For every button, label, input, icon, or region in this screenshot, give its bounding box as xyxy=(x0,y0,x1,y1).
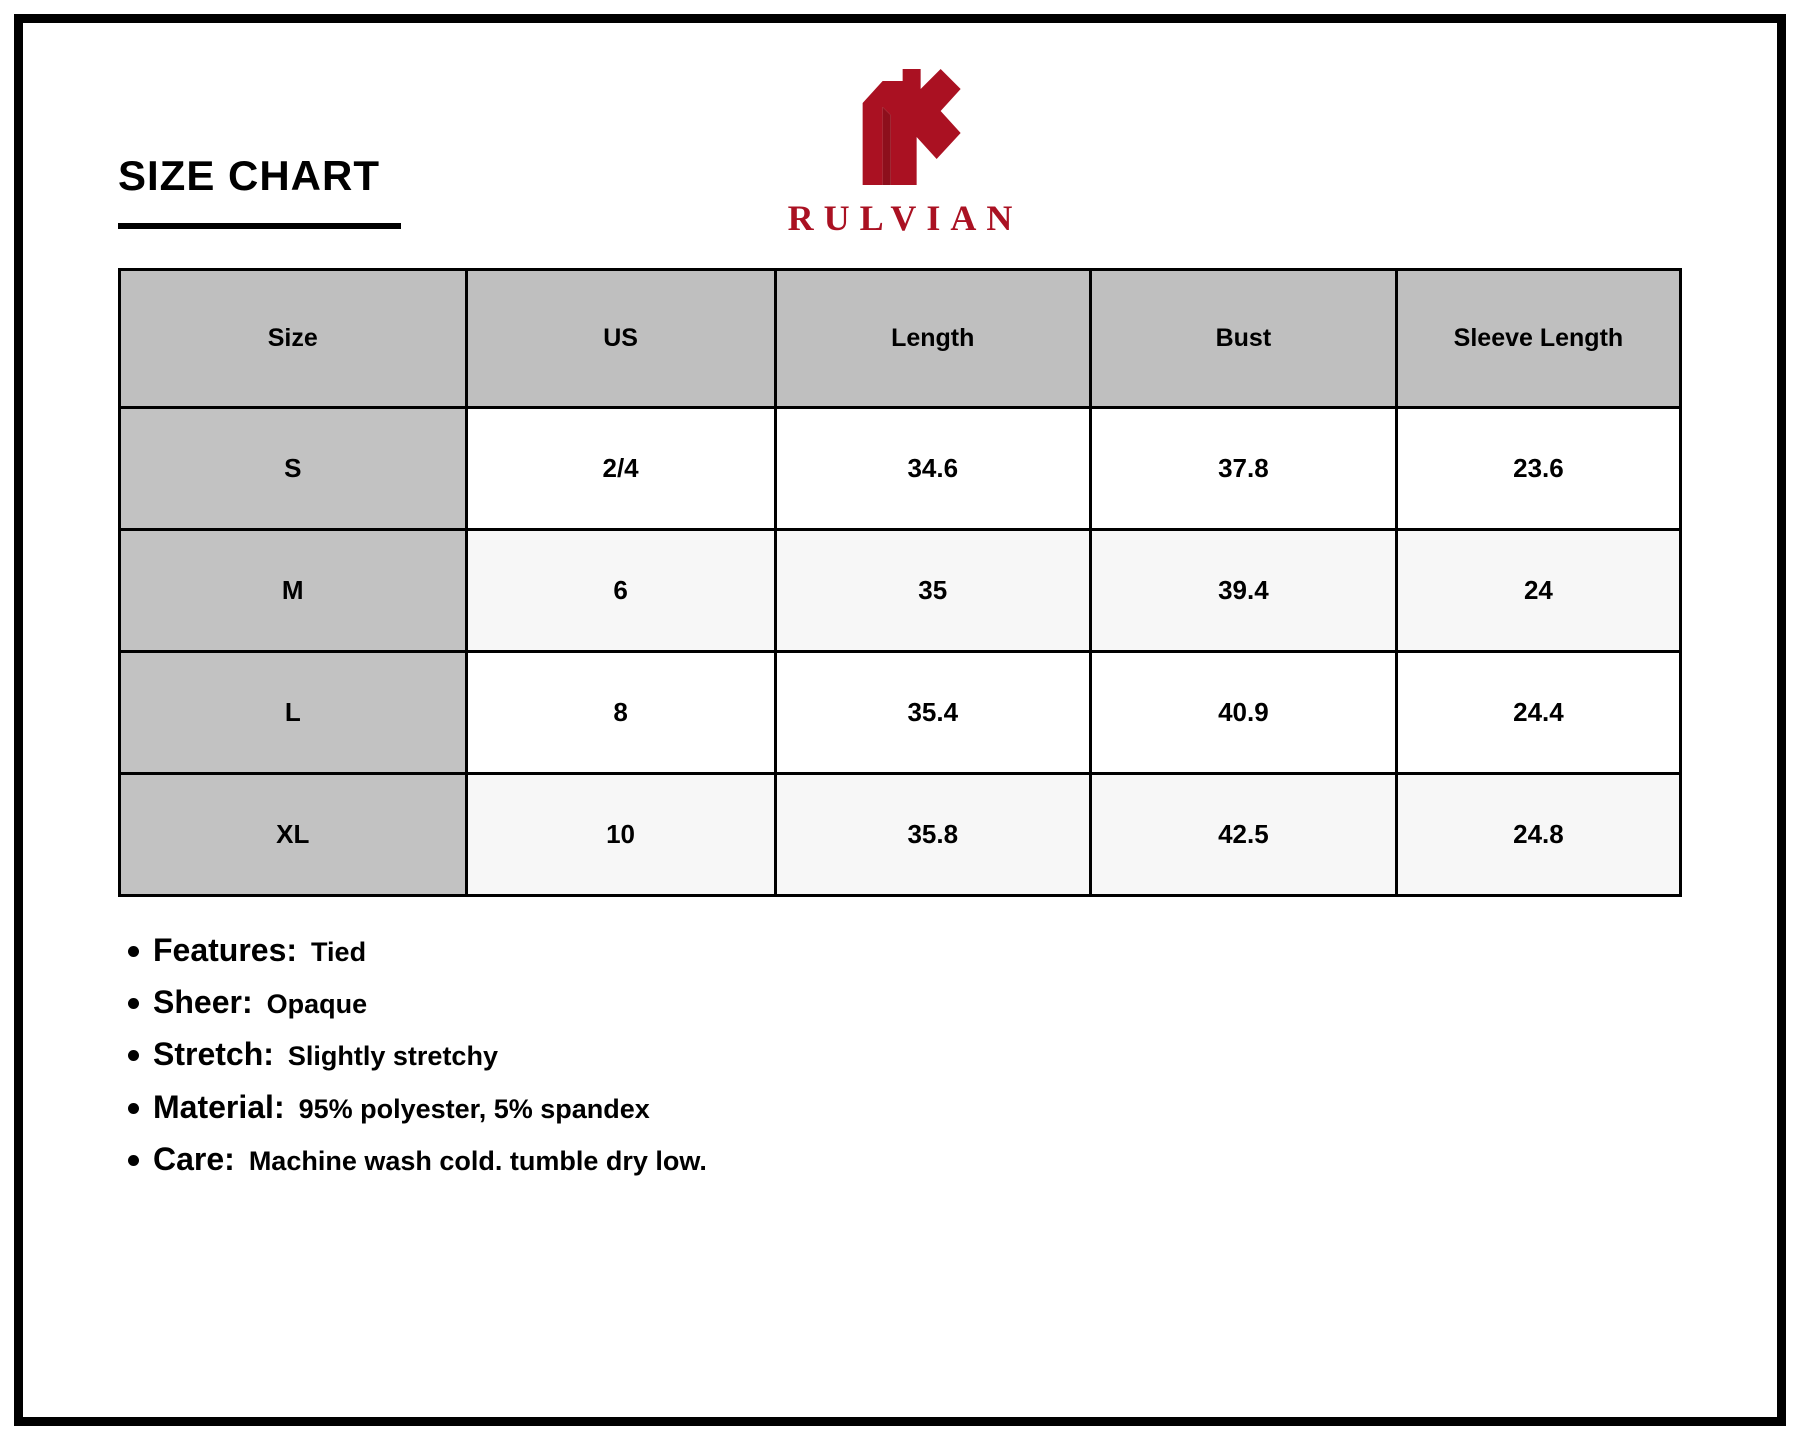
list-item xyxy=(128,1037,1682,1072)
title-block xyxy=(118,152,401,229)
cell-size: L xyxy=(120,652,467,774)
list-item xyxy=(128,933,1682,968)
product-details-list xyxy=(118,933,1682,1177)
bullet-icon xyxy=(128,1155,139,1166)
column-header-length: Length xyxy=(775,270,1090,408)
table-header-row xyxy=(120,270,1681,408)
column-header-size: Size xyxy=(120,270,467,408)
cell-us: 2/4 xyxy=(466,408,775,530)
detail-label: Stretch: xyxy=(153,1036,274,1073)
brand-name: RULVIAN xyxy=(787,198,1023,238)
detail-value: 95% polyester, 5% spandex xyxy=(298,1093,650,1124)
bullet-icon xyxy=(128,1050,139,1061)
page-border-frame xyxy=(14,14,1786,1426)
detail-value: Machine wash cold. tumble dry low. xyxy=(248,1145,707,1176)
title-underline xyxy=(118,223,401,229)
cell-bust: 39.4 xyxy=(1090,530,1396,652)
bullet-icon xyxy=(128,998,139,1009)
header xyxy=(118,23,1682,268)
cell-length: 35.4 xyxy=(775,652,1090,774)
cell-size: M xyxy=(120,530,467,652)
cell-sleeve-length: 24.8 xyxy=(1396,774,1680,896)
cell-length: 35 xyxy=(775,530,1090,652)
detail-value: Tied xyxy=(311,937,367,967)
cell-length: 34.6 xyxy=(775,408,1090,530)
detail-label: Material: xyxy=(153,1088,285,1125)
page-title: SIZE CHART xyxy=(118,152,380,199)
cell-sleeve-length: 23.6 xyxy=(1396,408,1680,530)
detail-label: Sheer: xyxy=(153,984,253,1021)
cell-bust: 40.9 xyxy=(1090,652,1396,774)
table-row xyxy=(120,652,1681,774)
detail-value: Opaque xyxy=(266,989,368,1020)
cell-bust: 37.8 xyxy=(1090,408,1396,530)
cell-sleeve-length: 24 xyxy=(1396,530,1680,652)
bullet-icon xyxy=(128,946,139,957)
column-header-us: US xyxy=(466,270,775,408)
column-header-sleeve-length: Sleeve Length xyxy=(1396,270,1680,408)
detail-label: Care: xyxy=(153,1140,235,1177)
detail-label: Features: xyxy=(153,932,298,968)
cell-sleeve-length: 24.4 xyxy=(1396,652,1680,774)
cell-size: XL xyxy=(120,774,467,896)
detail-value: Slightly stretchy xyxy=(287,1041,498,1072)
cell-us: 10 xyxy=(466,774,775,896)
table-row xyxy=(120,774,1681,896)
list-item xyxy=(128,1142,1682,1177)
brand-lockup xyxy=(778,67,1023,239)
table-row xyxy=(120,530,1681,652)
column-header-bust: Bust xyxy=(1090,270,1396,408)
cell-size: S xyxy=(120,408,467,530)
rulvian-r-logo-icon xyxy=(825,67,975,187)
list-item xyxy=(128,985,1682,1020)
table-row xyxy=(120,408,1681,530)
cell-length: 35.8 xyxy=(775,774,1090,896)
size-chart-table xyxy=(118,268,1682,897)
cell-us: 8 xyxy=(466,652,775,774)
cell-bust: 42.5 xyxy=(1090,774,1396,896)
cell-us: 6 xyxy=(466,530,775,652)
list-item xyxy=(128,1090,1682,1125)
bullet-icon xyxy=(128,1103,139,1114)
